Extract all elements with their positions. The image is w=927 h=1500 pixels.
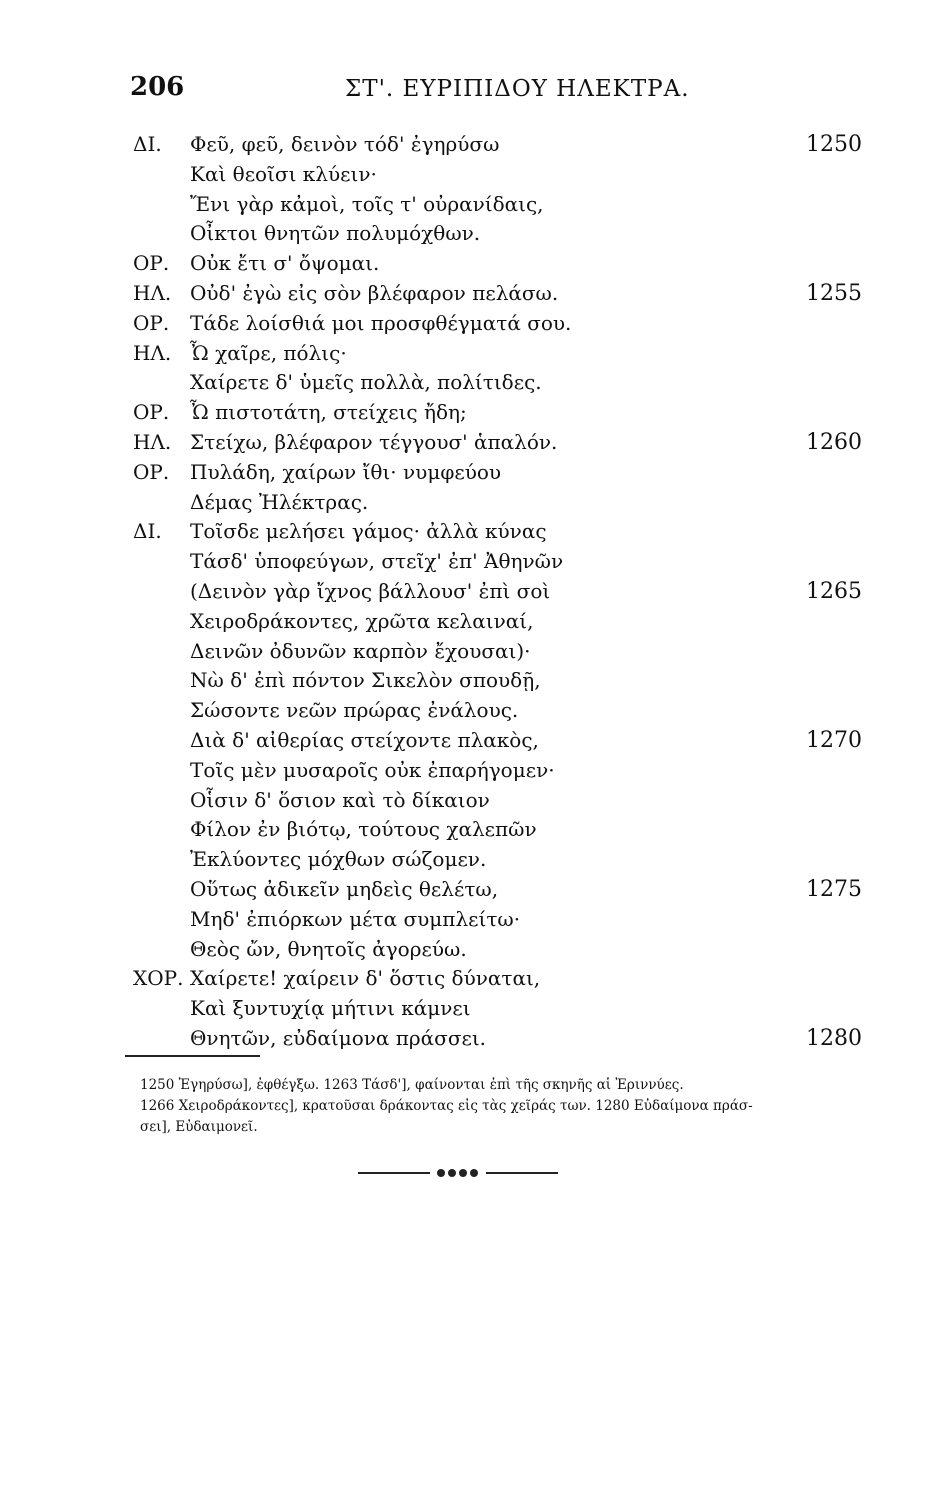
verse-text-line: Τάσδ' ὑποφεύγων, στεῖχ' ἐπ' Ἀθηνῶν xyxy=(190,549,564,574)
verse-line xyxy=(0,907,927,933)
verse-line xyxy=(0,430,927,456)
footnote-line: 1266 Χειροδράκοντες], κρατοῦσαι δράκοντας εἰς τὰς χεῖράς των. 1280 Εὐδαίμονα πράσ- xyxy=(140,1098,753,1114)
verse-line xyxy=(0,817,927,843)
footnote-line: 1250 Ἐγηρύσω], ἐφθέγξω. 1263 Τάσδ'], φαίνονται ἐπὶ τῆς σκηνῆς αἱ Ἐριννύες. xyxy=(140,1077,684,1093)
footnote-rule xyxy=(125,1055,260,1057)
verse-line xyxy=(0,996,927,1022)
verse-line xyxy=(0,788,927,814)
verse-line xyxy=(0,370,927,396)
verse-text-line: Δέμας Ἠλέκτρας. xyxy=(190,489,369,514)
verse-line xyxy=(0,877,927,903)
verse-text-line: Χαίρετε δ' ὑμεῖς πολλὰ, πολίτιδες. xyxy=(190,370,542,395)
verse-line xyxy=(0,966,927,992)
speaker-label: ΗΛ. xyxy=(133,430,172,454)
verse-line xyxy=(0,400,927,426)
verse-text-line: Τοῖσδε μελήσει γάμος· ἀλλὰ κύνας xyxy=(190,519,547,544)
verse-line xyxy=(0,758,927,784)
verse-text-line: Χειροδράκοντες, χρῶτα κελαιναί, xyxy=(190,608,534,633)
speaker-label: ΗΛ. xyxy=(133,281,172,305)
verse-line xyxy=(0,251,927,277)
verse-text-line: Φίλον ἐν βιότῳ, τούτους χαλεπῶν xyxy=(190,817,537,842)
speaker-label: ΗΛ. xyxy=(133,340,172,365)
verse-text-line: Πυλάδη, χαίρων ἴθι· νυμφεύου xyxy=(190,459,502,484)
verse-line xyxy=(0,579,927,605)
verse-text-line: Φεῦ, φεῦ, δεινὸν τόδ' ἐγηρύσω xyxy=(190,132,500,156)
speaker-label: ΧΟΡ. xyxy=(133,966,184,991)
verse-line xyxy=(0,847,927,873)
verse-line xyxy=(0,311,927,337)
verse-text-line: Οἶκτοι θνητῶν πολυμόχθων. xyxy=(190,221,481,246)
end-ornament xyxy=(358,1168,558,1178)
verse-line xyxy=(0,460,927,486)
verse-line xyxy=(0,341,927,367)
ornament-dot xyxy=(459,1169,467,1177)
verse-text-line: Διὰ δ' αἰθερίας στείχοντε πλακὸς, xyxy=(190,728,539,752)
verse-text-line: Σώσοντε νεῶν πρώρας ἐνάλους. xyxy=(190,698,519,723)
ornament-dot xyxy=(448,1169,456,1177)
verse-text-line: Τάδε λοίσθιά μοι προσφθέγματά σου. xyxy=(190,310,572,335)
ornament-dot xyxy=(470,1169,478,1177)
verse-text-line: Καὶ θεοῖσι κλύειν· xyxy=(190,161,377,186)
line-number: 1255 xyxy=(806,281,862,306)
verse-text-line: Ὦ πιστοτάτη, στείχεις ἤδη; xyxy=(190,400,467,425)
verse-text-line: Τοῖς μὲν μυσαροῖς οὐκ ἐπαρήγομεν· xyxy=(190,757,555,782)
ornament-dots xyxy=(433,1168,483,1178)
verse-text-line: Οὐκ ἔτι σ' ὄψομαι. xyxy=(190,251,380,276)
verse-line xyxy=(0,728,927,754)
verse-text-line: Νὼ δ' ἐπὶ πόντον Σικελὸν σπουδῇ, xyxy=(190,668,541,693)
verse-line xyxy=(0,519,927,545)
speaker-label: ΟΡ. xyxy=(133,310,170,335)
verse-text-line: Θνητῶν, εὐδαίμονα πράσσει. xyxy=(190,1026,487,1050)
verse-text-line: Θεὸς ὤν, θνητοῖς ἀγορεύω. xyxy=(190,936,467,961)
speaker-label: ΔΙ. xyxy=(133,132,162,156)
page-header xyxy=(0,72,927,112)
verse-line xyxy=(0,609,927,635)
running-title: ΣΤ'. ΕΥΡΙΠΙΔΟΥ ΗΛΕΚΤΡΑ. xyxy=(345,76,690,102)
verse-line xyxy=(0,668,927,694)
verse-text-line: Μηδ' ἐπιόρκων μέτα συμπλείτω· xyxy=(190,906,521,931)
speaker-label: ΟΡ. xyxy=(133,459,170,484)
verse-line xyxy=(0,490,927,516)
verse-line xyxy=(0,549,927,575)
verse-line xyxy=(0,1026,927,1052)
page-number: 206 xyxy=(130,72,185,102)
verse-text-line: Στείχω, βλέφαρον τέγγουσ' ἁπαλόν. xyxy=(190,430,558,454)
footnotes xyxy=(140,1075,860,1138)
verse-line xyxy=(0,937,927,963)
verse-line xyxy=(0,192,927,218)
line-number: 1270 xyxy=(806,728,862,753)
verse-text-line: Οἷσιν δ' ὅσιον καὶ τὸ δίκαιον xyxy=(190,787,490,812)
verse-text-line: (Δεινὸν γὰρ ἴχνος βάλλουσ' ἐπὶ σοὶ xyxy=(190,579,551,603)
ornament-line xyxy=(358,1172,430,1174)
verse-line xyxy=(0,132,927,158)
line-number: 1250 xyxy=(806,132,862,157)
verse-text-line: Καὶ ξυντυχίᾳ μήτινι κάμνει xyxy=(190,996,471,1021)
verse-line xyxy=(0,639,927,665)
verse-line xyxy=(0,698,927,724)
speaker-label: ΟΡ. xyxy=(133,400,170,425)
speaker-label: ΔΙ. xyxy=(133,519,162,544)
verse-text-line: Ἔνι γὰρ κἀμοὶ, τοῖς τ' οὐρανίδαις, xyxy=(190,191,544,216)
verse-text-line: Δεινῶν ὀδυνῶν καρπὸν ἔχουσαι)· xyxy=(190,638,531,663)
speaker-label: ΟΡ. xyxy=(133,251,170,276)
line-number: 1280 xyxy=(806,1026,862,1051)
verse-line xyxy=(0,221,927,247)
line-number: 1260 xyxy=(806,430,862,455)
line-number: 1265 xyxy=(806,579,862,604)
ornament-line xyxy=(486,1172,558,1174)
verse-line xyxy=(0,162,927,188)
verse-text-line: Ὦ χαῖρε, πόλις· xyxy=(190,340,347,365)
verse-line xyxy=(0,281,927,307)
verse-text-line: Ἐκλύοντες μόχθων σώζομεν. xyxy=(190,847,487,872)
ornament-dot xyxy=(437,1169,445,1177)
verse-text-line: Χαίρετε! χαίρειν δ' ὅστις δύναται, xyxy=(190,966,541,991)
verse-text-line: Οὐδ' ἐγὼ εἰς σὸν βλέφαρον πελάσω. xyxy=(190,281,559,305)
footnote-line: σει], Εὐδαιμονεῖ. xyxy=(140,1119,258,1135)
line-number: 1275 xyxy=(806,877,862,902)
verse-text-line: Οὕτως ἀδικεῖν μηδεὶς θελέτω, xyxy=(190,877,499,901)
